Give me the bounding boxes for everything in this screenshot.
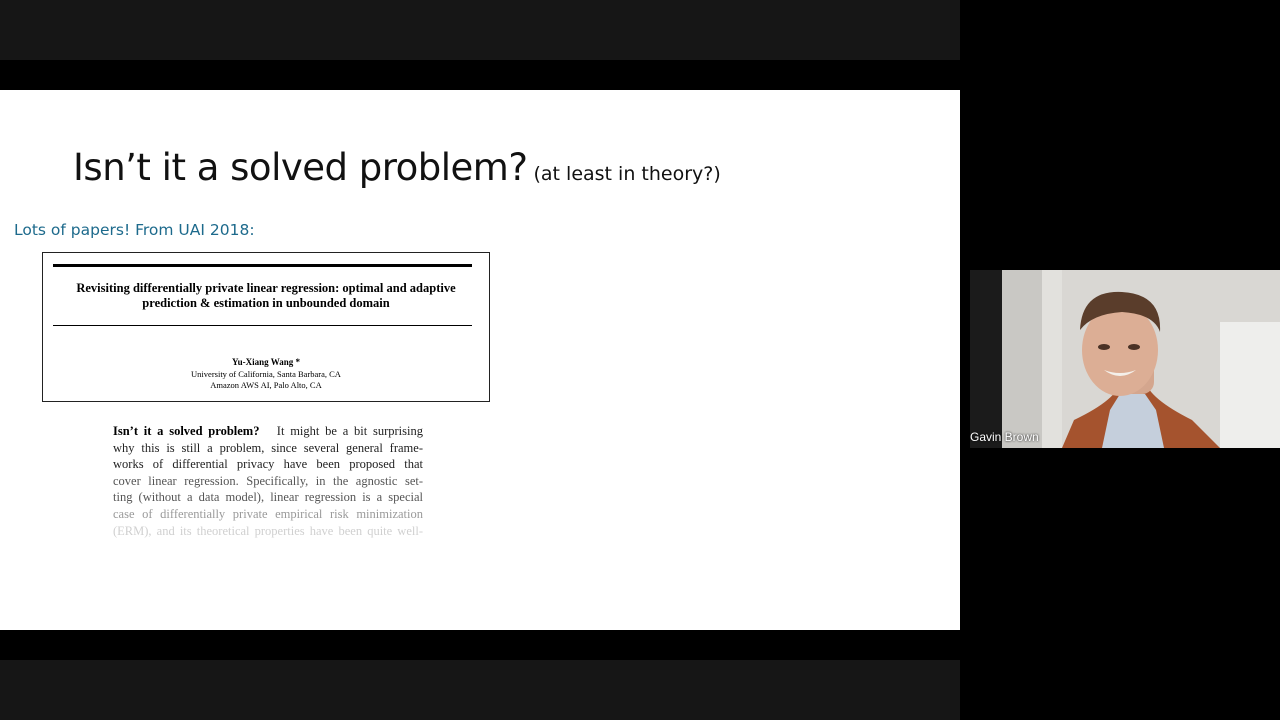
participant-video-tile[interactable] [970,270,1280,448]
slide-title [73,146,721,189]
paper-title-line-1: Revisiting differentially private linear regression: optimal and adaptive [76,281,456,295]
excerpt-line-4: cover linear regression. Specifically, in the agnostic set- [113,473,423,488]
excerpt-line-5: ting (without a data model), linear regression is a special [113,490,423,505]
excerpt-lead: Isn’t it a solved problem? [113,424,260,438]
excerpt-line-1-rest: It might be a bit surprising [276,424,423,438]
slide-title-aside: (at least in theory?) [533,163,721,185]
excerpt-line-3: works of differential privacy have been proposed that [113,457,423,472]
presentation-slide [0,90,960,630]
letterbox-top [0,0,960,60]
excerpt-line-1 [113,423,423,440]
excerpt-line-7: (ERM), and its theoretical properties have been quite well- [113,523,423,538]
paper-title [43,281,489,311]
paper-excerpt [113,423,423,539]
paper-affiliation-1: University of California, Santa Barbara, CA [191,369,341,379]
paper-top-rule [53,264,472,267]
letterbox-bottom [0,660,960,720]
paper-bottom-rule [53,325,472,326]
paper-title-line-2: prediction & estimation in unbounded domain [142,296,390,310]
paper-affiliation-2: Amazon AWS AI, Palo Alto, CA [210,380,322,390]
paper-header-image [42,252,490,402]
paper-affiliations [43,369,489,391]
excerpt-line-6: case of differentially private empirical risk minimization [113,506,423,521]
paper-author: Yu-Xiang Wang * [231,357,301,367]
slide-subheading: Lots of papers! From UAI 2018: [14,221,255,239]
excerpt-line-2: why this is still a problem, since several general frame- [113,440,423,455]
participant-video-feed [970,270,1280,448]
participant-name-label: Gavin Brown [970,430,1039,444]
slide-title-main: Isn’t it a solved problem? [73,146,528,189]
